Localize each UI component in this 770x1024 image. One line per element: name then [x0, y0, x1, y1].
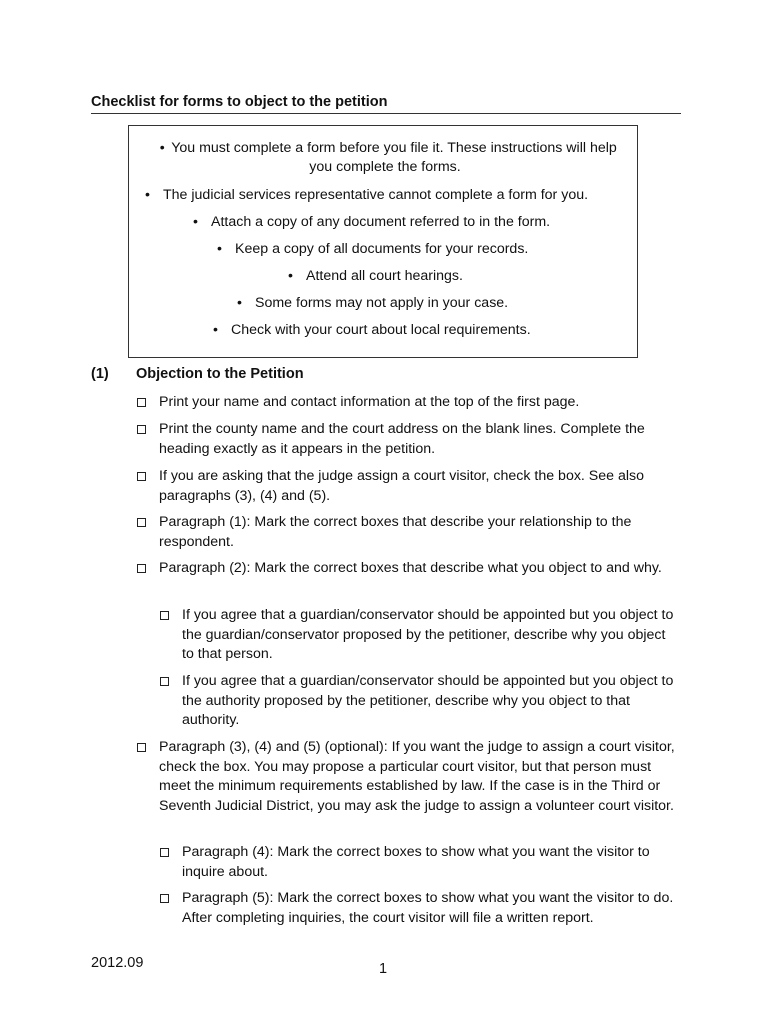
- checklist-item: If you are asking that the judge assign a court visitor, check the box. See also paragraphs (3), (4) and (5).: [136, 467, 686, 506]
- checkbox[interactable]: [160, 677, 169, 686]
- checkbox[interactable]: [137, 472, 146, 481]
- checklist-item: Paragraph (3), (4) and (5) (optional): If you want the judge to assign a court visitor, check the box. You may propose a particular court visitor, but that person must meet the minimum requirements established by law. If the case is in the Third or Seventh Judicial District, you may ask the judge to assign a volunteer court visitor.: [136, 738, 686, 816]
- page-number: 1: [379, 961, 388, 977]
- checklist-subitem: Paragraph (5): Mark the correct boxes to show what you want the visitor to do. After completing inquiries, the court visitor will file a written report.: [159, 889, 689, 928]
- instruction-item: • Check with your court about local requirements.: [213, 322, 531, 338]
- instruction-item: • Keep a copy of all documents for your records.: [217, 241, 529, 257]
- instruction-item: • Some forms may not apply in your case.: [237, 295, 509, 311]
- page-title: Checklist for forms to object to the petition: [91, 94, 681, 114]
- checkbox[interactable]: [137, 743, 146, 752]
- checklist-item: Paragraph (2): Mark the correct boxes that describe what you object to and why.: [136, 559, 686, 579]
- instruction-item: • The judicial services representative cannot complete a form for you.: [145, 187, 589, 203]
- checkbox[interactable]: [137, 425, 146, 434]
- checklist-subitem: If you agree that a guardian/conservator should be appointed but you object to the guardian/conservator proposed by the petitioner, describe why you object to that person.: [159, 606, 679, 665]
- checkbox[interactable]: [137, 564, 146, 573]
- checklist-subitem: Paragraph (4): Mark the correct boxes to show what you want the visitor to inquire about.: [159, 843, 689, 882]
- checklist-subitem: If you agree that a guardian/conservator should be appointed but you object to the authority proposed by the petitioner, describe why you object to that authority.: [159, 672, 679, 731]
- checkbox[interactable]: [137, 398, 146, 407]
- section-heading: Objection to the Petition: [136, 366, 304, 382]
- instruction-item: • Attach a copy of any document referred to in the form.: [193, 214, 551, 230]
- checkbox[interactable]: [160, 611, 169, 620]
- checkbox[interactable]: [160, 894, 169, 903]
- footer-date: 2012.09: [91, 955, 144, 971]
- instruction-item: • Attend all court hearings.: [288, 268, 463, 284]
- section-number: (1): [91, 366, 109, 382]
- instruction-item: • You must complete a form before you file it. These instructions will help you complete the forms.: [159, 140, 617, 175]
- checklist-item: Paragraph (1): Mark the correct boxes that describe your relationship to the respondent.: [136, 513, 686, 552]
- checklist-item: Print the county name and the court address on the blank lines. Complete the heading exactly as it appears in the petition.: [136, 420, 686, 459]
- checkbox[interactable]: [160, 848, 169, 857]
- checkbox[interactable]: [137, 518, 146, 527]
- checklist-item: Print your name and contact information at the top of the first page.: [136, 393, 686, 413]
